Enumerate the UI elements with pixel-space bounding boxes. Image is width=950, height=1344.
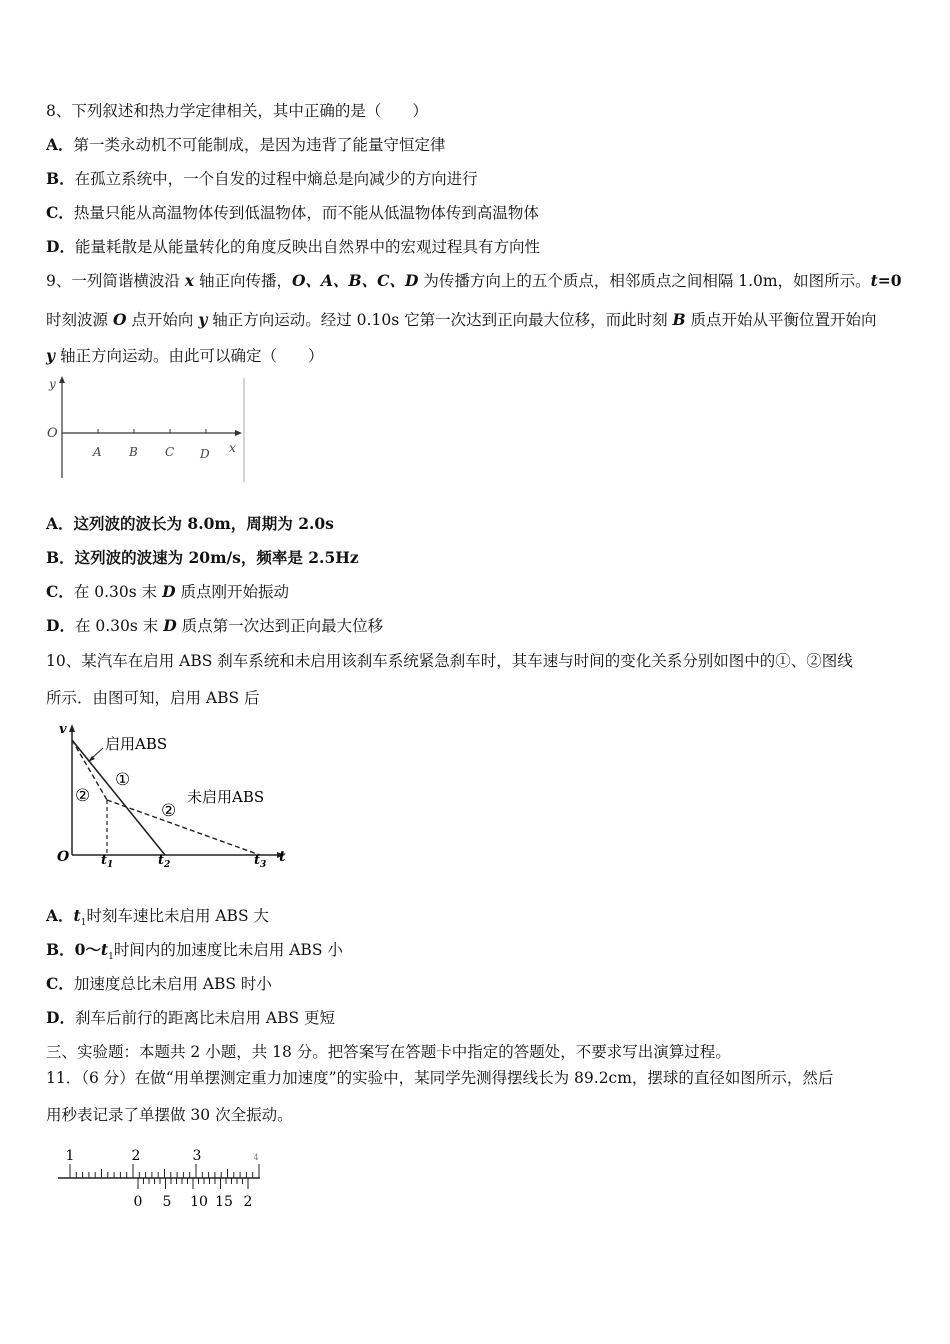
section-3-heading: 三、实验题：本题共 2 小题，共 18 分。把答案写在答题卡中指定的答题处，不要求写出演算过程。 — [46, 1043, 731, 1061]
abs-on-label: 启用ABS — [105, 735, 168, 753]
vernier-label-5: 5 — [162, 1194, 172, 1210]
q10-option-a: A．$t_1$时刻车速比未启用 ABS 大 — [46, 906, 269, 929]
q8-option-a: A．第一类永动机不可能制成，是因为违背了能量守恒定律 — [46, 135, 446, 154]
circle-1-label: ① — [115, 770, 131, 790]
point-d-label: D — [200, 447, 210, 461]
q10-stem-line1: 10、某汽车在启用 ABS 刹车系统和未启用该刹车系统紧急刹车时，其车速与时间的变化关系分别如图中的①、②图线 — [46, 652, 853, 670]
line-2-abs-off-gentle — [107, 800, 260, 855]
q9-option-b: B．这列波的波速为 20m/s，频率是 2.5Hz — [46, 548, 359, 567]
v-label: v — [59, 722, 67, 737]
v-axis-arrow — [69, 724, 75, 732]
q9-option-c: C．在 0.30s 末 D 质点刚开始振动 — [46, 582, 289, 601]
vernier-scale — [138, 1178, 248, 1189]
t1-label: $t_1$ — [101, 853, 114, 870]
q10-option-c: C．加速度总比未启用 ABS 时小 — [46, 974, 272, 993]
main-scale — [70, 1164, 259, 1178]
abs-off-label: 未启用ABS — [187, 788, 265, 806]
q9-wave-figure — [44, 374, 254, 486]
q8-option-b: B．在孤立系统中，一个自发的过程中熵总是向减少的方向进行 — [46, 169, 478, 188]
main-label-1: 1 — [65, 1148, 75, 1164]
vernier-label-10: 10 — [190, 1194, 208, 1210]
point-a-label: A — [93, 445, 102, 459]
q11-vernier-caliper-figure — [56, 1144, 266, 1214]
vernier-label-20: 2 — [243, 1194, 253, 1210]
q11-stem-line1: 11．（6 分）在做“用单摆测定重力加速度”的实验中，某同学先测得摆线长为 89.2cm，摆球的直径如图所示，然后 — [46, 1069, 834, 1087]
q10-stem-line2: 所示．由图可知，启用 ABS 后 — [46, 689, 260, 707]
main-label-3: 3 — [192, 1148, 202, 1164]
circle-2-label-left: ② — [75, 786, 91, 806]
q9-stem-line1: 9、一列简谐横波沿 x 轴正向传播，O、A、B、C、D 为传播方向上的五个质点，相邻质点之间相隔 1.0m，如图所示。t=0 — [46, 271, 902, 290]
t-label: t — [279, 849, 286, 865]
t2-label: $t_2$ — [158, 853, 171, 870]
q8-option-d: D．能量耗散是从能量转化的角度反映出自然界中的宏观过程具有方向性 — [46, 237, 540, 256]
q9-stem-line2: 时刻波源 O 点开始向 y 轴正方向运动。经过 0.10s 它第一次达到正向最大位移，而此时刻 B 质点开始从平衡位置开始向 — [46, 310, 877, 329]
vernier-label-15: 15 — [215, 1194, 233, 1210]
q11-stem-line2: 用秒表记录了单摆做 30 次全振动。 — [46, 1106, 293, 1124]
t3-label: $t_3$ — [254, 853, 267, 870]
q9-option-d: D．在 0.30s 末 D 质点第一次达到正向最大位移 — [46, 616, 384, 635]
q9-option-a: A．这列波的波长为 8.0m，周期为 2.0s — [46, 514, 334, 533]
q8-option-c: C．热量只能从高温物体传到低温物体，而不能从低温物体传到高温物体 — [46, 203, 539, 222]
x-label: x — [229, 441, 236, 455]
main-label-2: 2 — [131, 1148, 141, 1164]
x-axis-arrow — [235, 430, 242, 436]
q8-stem: 8、下列叙述和热力学定律相关，其中正确的是（ ） — [46, 102, 428, 120]
q10-option-b: B．$0\sim t_1$时间内的加速度比未启用 ABS 小 — [46, 940, 343, 963]
vernier-label-0: 0 — [133, 1194, 143, 1210]
q10-vt-graph — [55, 718, 300, 873]
origin-label: O — [47, 426, 58, 441]
y-label: y — [49, 377, 56, 391]
main-label-4: 4 — [253, 1153, 259, 1162]
origin-label: O — [57, 849, 70, 865]
point-c-label: C — [165, 445, 175, 459]
circle-2-label-right: ② — [161, 801, 177, 821]
q10-option-d: D．刹车后前行的距离比未启用 ABS 更短 — [46, 1008, 336, 1027]
q9-stem-line3: y 轴正方向运动。由此可以确定（ ） — [46, 346, 324, 365]
point-b-label: B — [129, 445, 138, 459]
y-axis-arrow — [59, 376, 65, 383]
